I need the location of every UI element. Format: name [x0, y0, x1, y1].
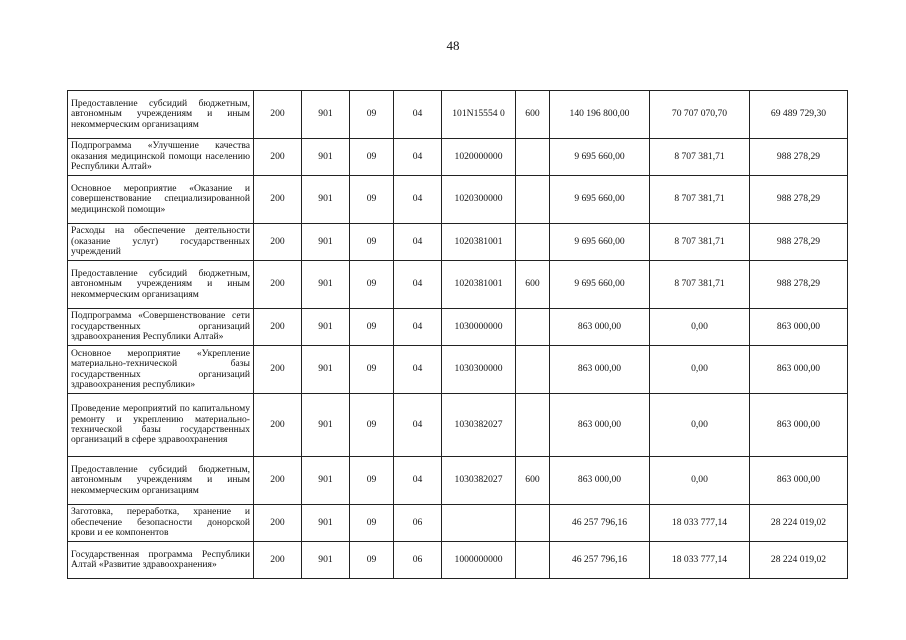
- cell-subsection: 04: [394, 261, 442, 309]
- cell-section: 09: [350, 91, 394, 139]
- cell-grbs: 200: [254, 261, 302, 309]
- row-description: Основное мероприятие «Укрепление материально-технической базы государственных организаций здравоохранения республики»: [68, 346, 254, 394]
- cell-department: 901: [302, 394, 350, 457]
- cell-section: 09: [350, 309, 394, 346]
- table-row: [68, 505, 848, 542]
- cell-expense-type: [516, 346, 550, 394]
- cell-grbs: 200: [254, 346, 302, 394]
- cell-section: 09: [350, 542, 394, 579]
- cell-target-article: 101N15554 0: [442, 91, 516, 139]
- cell-amount-2: 0,00: [650, 394, 750, 457]
- row-description: Подпрограмма «Улучшение качества оказания медицинской помощи населению Республики Алтай»: [68, 139, 254, 176]
- cell-section: 09: [350, 457, 394, 505]
- cell-grbs: 200: [254, 176, 302, 224]
- cell-expense-type: [516, 505, 550, 542]
- cell-amount-2: 0,00: [650, 309, 750, 346]
- cell-target-article: 1030000000: [442, 309, 516, 346]
- cell-department: 901: [302, 309, 350, 346]
- table-row: [68, 261, 848, 309]
- cell-target-article: 1030382027: [442, 394, 516, 457]
- cell-amount-1: 9 695 660,00: [550, 224, 650, 261]
- table-row: [68, 457, 848, 505]
- cell-amount-2: 8 707 381,71: [650, 139, 750, 176]
- cell-amount-2: 8 707 381,71: [650, 224, 750, 261]
- table-row: [68, 309, 848, 346]
- cell-target-article: 1020000000: [442, 139, 516, 176]
- cell-expense-type: [516, 176, 550, 224]
- cell-expense-type: [516, 139, 550, 176]
- cell-expense-type: [516, 542, 550, 579]
- table-row: [68, 224, 848, 261]
- cell-department: 901: [302, 139, 350, 176]
- cell-section: 09: [350, 346, 394, 394]
- cell-amount-2: 8 707 381,71: [650, 261, 750, 309]
- row-description: Проведение мероприятий по капитальному ремонту и укреплению материально-технической базы государственных организаций в сфере здравоохранения: [68, 394, 254, 457]
- cell-section: 09: [350, 505, 394, 542]
- cell-amount-3: 863 000,00: [750, 309, 848, 346]
- cell-amount-1: 863 000,00: [550, 346, 650, 394]
- cell-expense-type: [516, 309, 550, 346]
- cell-target-article: 1030382027: [442, 457, 516, 505]
- cell-section: 09: [350, 176, 394, 224]
- cell-grbs: 200: [254, 224, 302, 261]
- cell-section: 09: [350, 394, 394, 457]
- cell-amount-1: 46 257 796,16: [550, 505, 650, 542]
- cell-amount-3: 988 278,29: [750, 224, 848, 261]
- cell-department: 901: [302, 542, 350, 579]
- cell-target-article: 1020381001: [442, 224, 516, 261]
- cell-subsection: 06: [394, 542, 442, 579]
- cell-target-article: 1020300000: [442, 176, 516, 224]
- cell-grbs: 200: [254, 139, 302, 176]
- cell-amount-3: 28 224 019,02: [750, 542, 848, 579]
- cell-section: 09: [350, 139, 394, 176]
- cell-amount-2: 18 033 777,14: [650, 505, 750, 542]
- row-description: Предоставление субсидий бюджетным, автономным учреждениям и иным некоммерческим организациям: [68, 91, 254, 139]
- cell-subsection: 04: [394, 346, 442, 394]
- cell-expense-type: 600: [516, 457, 550, 505]
- row-description: Расходы на обеспечение деятельности (оказание услуг) государственных учреждений: [68, 224, 254, 261]
- cell-amount-1: 9 695 660,00: [550, 261, 650, 309]
- budget-table: [67, 90, 848, 579]
- cell-target-article: 1000000000: [442, 542, 516, 579]
- cell-grbs: 200: [254, 91, 302, 139]
- cell-subsection: 04: [394, 139, 442, 176]
- cell-section: 09: [350, 261, 394, 309]
- cell-subsection: 04: [394, 394, 442, 457]
- cell-expense-type: [516, 394, 550, 457]
- cell-amount-2: 70 707 070,70: [650, 91, 750, 139]
- cell-amount-2: 0,00: [650, 457, 750, 505]
- cell-amount-1: 863 000,00: [550, 309, 650, 346]
- cell-department: 901: [302, 346, 350, 394]
- cell-expense-type: 600: [516, 91, 550, 139]
- cell-subsection: 04: [394, 91, 442, 139]
- cell-amount-3: 988 278,29: [750, 176, 848, 224]
- cell-grbs: 200: [254, 542, 302, 579]
- table-row: [68, 542, 848, 579]
- table-row: [68, 91, 848, 139]
- cell-department: 901: [302, 224, 350, 261]
- cell-grbs: 200: [254, 457, 302, 505]
- cell-amount-3: 863 000,00: [750, 394, 848, 457]
- cell-department: 901: [302, 176, 350, 224]
- cell-amount-1: 46 257 796,16: [550, 542, 650, 579]
- table-body: [68, 91, 848, 579]
- cell-expense-type: 600: [516, 261, 550, 309]
- cell-grbs: 200: [254, 309, 302, 346]
- cell-amount-3: 28 224 019,02: [750, 505, 848, 542]
- cell-department: 901: [302, 505, 350, 542]
- cell-amount-1: 140 196 800,00: [550, 91, 650, 139]
- cell-amount-2: 0,00: [650, 346, 750, 394]
- row-description: Основное мероприятие «Оказание и совершенствование специализированной медицинской помощи»: [68, 176, 254, 224]
- cell-target-article: 1020381001: [442, 261, 516, 309]
- cell-grbs: 200: [254, 505, 302, 542]
- cell-grbs: 200: [254, 394, 302, 457]
- row-description: Заготовка, переработка, хранение и обеспечение безопасности донорской крови и ее компонентов: [68, 505, 254, 542]
- cell-department: 901: [302, 457, 350, 505]
- cell-amount-1: 9 695 660,00: [550, 139, 650, 176]
- cell-subsection: 04: [394, 224, 442, 261]
- cell-department: 901: [302, 261, 350, 309]
- page-number: 48: [446, 38, 460, 53]
- cell-amount-1: 863 000,00: [550, 457, 650, 505]
- cell-subsection: 04: [394, 176, 442, 224]
- cell-amount-3: 988 278,29: [750, 261, 848, 309]
- cell-amount-2: 18 033 777,14: [650, 542, 750, 579]
- row-description: Предоставление субсидий бюджетным, автономным учреждениям и иным некоммерческим организациям: [68, 457, 254, 505]
- cell-target-article: [442, 505, 516, 542]
- row-description: Предоставление субсидий бюджетным, автономным учреждениям и иным некоммерческим организациям: [68, 261, 254, 309]
- table-row: [68, 139, 848, 176]
- cell-amount-3: 69 489 729,30: [750, 91, 848, 139]
- cell-amount-3: 863 000,00: [750, 457, 848, 505]
- cell-expense-type: [516, 224, 550, 261]
- cell-amount-1: 9 695 660,00: [550, 176, 650, 224]
- cell-subsection: 04: [394, 457, 442, 505]
- cell-section: 09: [350, 224, 394, 261]
- row-description: Подпрограмма «Совершенствование сети государственных организаций здравоохранения Республики Алтай»: [68, 309, 254, 346]
- row-description: Государственная программа Республики Алтай «Развитие здравоохранения»: [68, 542, 254, 579]
- cell-subsection: 04: [394, 309, 442, 346]
- cell-amount-3: 988 278,29: [750, 139, 848, 176]
- cell-target-article: 1030300000: [442, 346, 516, 394]
- table-row: [68, 176, 848, 224]
- cell-amount-3: 863 000,00: [750, 346, 848, 394]
- table-row: [68, 346, 848, 394]
- table-row: [68, 394, 848, 457]
- cell-department: 901: [302, 91, 350, 139]
- cell-amount-1: 863 000,00: [550, 394, 650, 457]
- cell-amount-2: 8 707 381,71: [650, 176, 750, 224]
- cell-subsection: 06: [394, 505, 442, 542]
